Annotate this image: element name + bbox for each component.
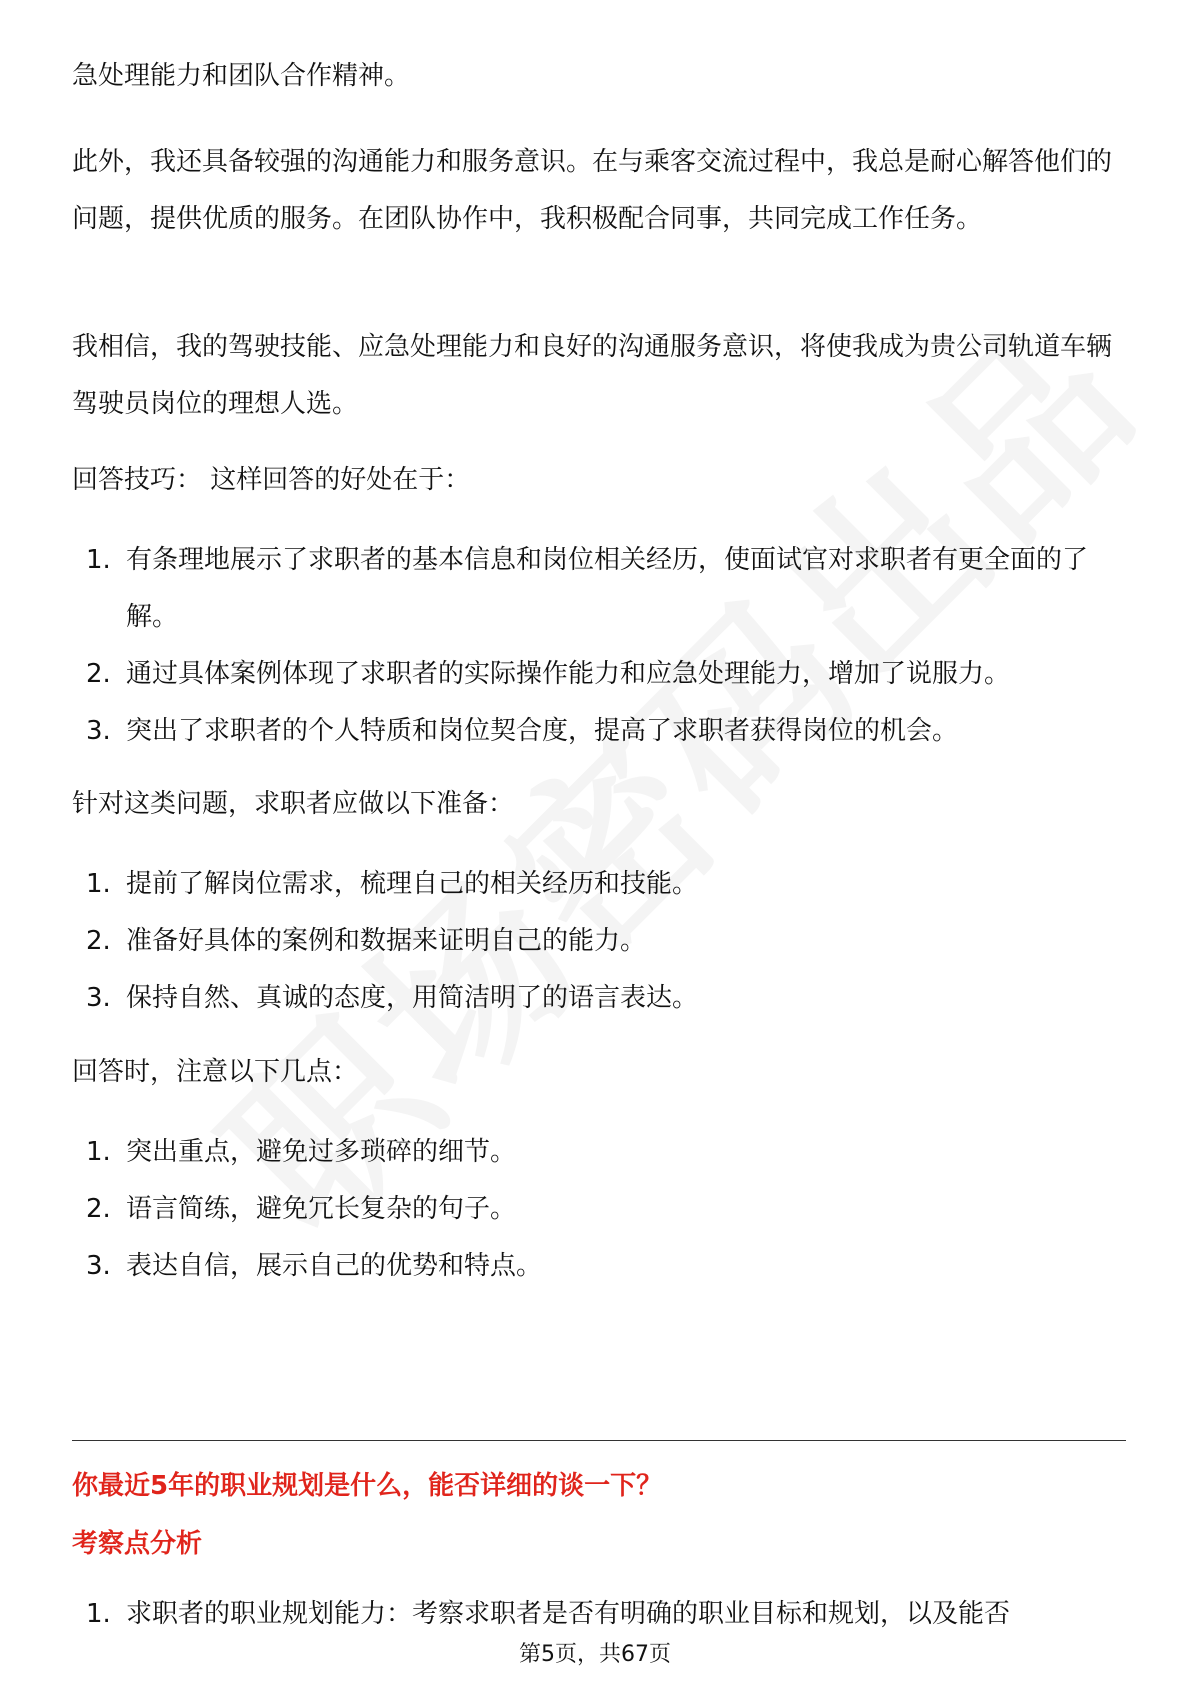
list-number: 3.: [86, 1251, 111, 1281]
list-item-text: 准备好具体的案例和数据来证明自己的能力。: [126, 926, 647, 956]
list-item: [72, 703, 1122, 760]
list-item-text: 通过具体案例体现了求职者的实际操作能力和应急处理能力，增加了说服力。: [126, 659, 1011, 689]
list-item-text: 求职者的职业规划能力：考察求职者是否有明确的职业目标和规划，以及能否: [126, 1599, 1011, 1629]
answer-tips-heading: 回答技巧： 这样回答的好处在于：: [72, 465, 471, 495]
list-number: 2.: [86, 926, 111, 956]
analysis-heading: 考察点分析: [72, 1529, 203, 1559]
list-item-text: 语言简练，避免冗长复杂的句子。: [126, 1194, 517, 1224]
list-number: 3.: [86, 983, 111, 1013]
list-item: [72, 646, 1122, 703]
question-heading: 你最近5年的职业规划是什么，能否详细的谈一下？: [72, 1471, 663, 1501]
list-item-text: 突出了求职者的个人特质和岗位契合度，提高了求职者获得岗位的机会。: [126, 716, 959, 746]
preparation-heading: 针对这类问题，求职者应做以下准备：: [72, 789, 515, 819]
list-item: [72, 1586, 1122, 1643]
list-item-text: 表达自信，展示自己的优势和特点。: [126, 1251, 543, 1281]
list-item-text: 保持自然、真诚的态度，用简洁明了的语言表达。: [126, 983, 699, 1013]
list-item: [72, 856, 1122, 913]
paragraph-conclusion: 我相信，我的驾驶技能、应急处理能力和良好的沟通服务意识，将使我成为贵公司轨道车辆驾驶员岗位的理想人选。: [72, 332, 1113, 419]
notes-heading: 回答时，注意以下几点：: [72, 1057, 359, 1087]
list-number: 1.: [86, 1137, 111, 1167]
list-number: 1.: [86, 1599, 111, 1629]
list-item: [72, 913, 1122, 970]
analysis-list: [72, 1586, 1122, 1643]
list-number: 1.: [86, 869, 111, 899]
paragraph-communication: 此外，我还具备较强的沟通能力和服务意识。在与乘客交流过程中，我总是耐心解答他们的问题，提供优质的服务。在团队协作中，我积极配合同事，共同完成工作任务。: [72, 147, 1113, 234]
list-item-text: 提前了解岗位需求，梳理自己的相关经历和技能。: [126, 869, 699, 899]
list-item: [72, 1181, 1122, 1238]
list-number: 2.: [86, 1194, 111, 1224]
list-number: 2.: [86, 659, 111, 689]
preparation-list: [72, 856, 1122, 1027]
list-item-text: 有条理地展示了求职者的基本信息和岗位相关经历，使面试官对求职者有更全面的了解。: [126, 545, 1089, 632]
list-number: 1.: [86, 545, 111, 575]
notes-list: [72, 1124, 1122, 1295]
list-item: [72, 1238, 1122, 1295]
list-number: 3.: [86, 716, 111, 746]
list-item-text: 突出重点，避免过多琐碎的细节。: [126, 1137, 517, 1167]
benefits-list: [72, 532, 1122, 760]
section-divider: [72, 1440, 1126, 1441]
list-item: [72, 970, 1122, 1027]
list-item: [72, 1124, 1122, 1181]
page-footer: 第5页，共67页: [519, 1642, 671, 1667]
paragraph-continuation: 急处理能力和团队合作精神。: [72, 61, 411, 91]
list-item: [72, 532, 1122, 646]
